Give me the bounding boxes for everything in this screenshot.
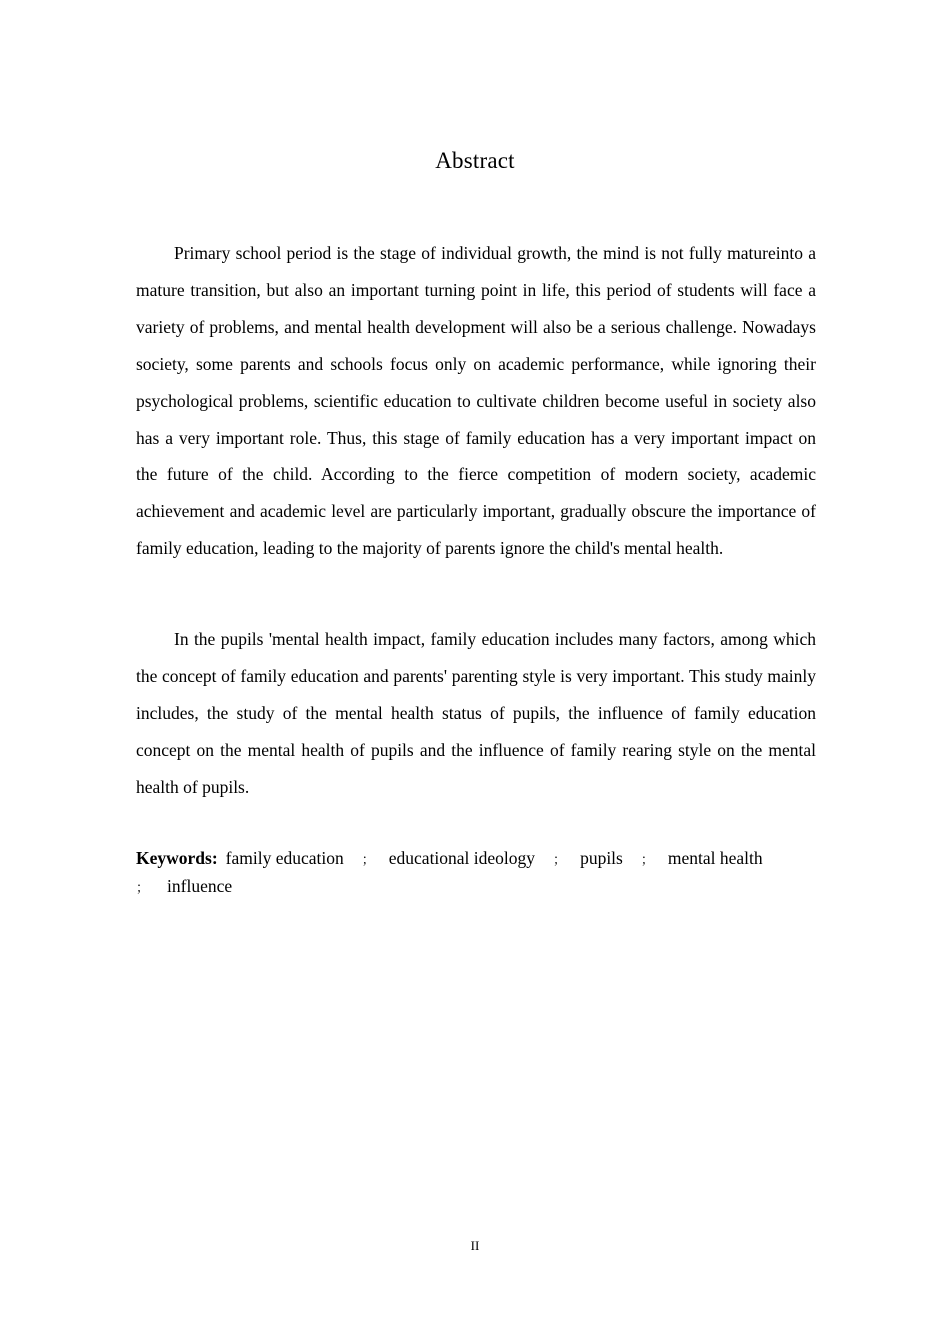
keyword-item: pupils — [580, 848, 623, 868]
keyword-item: educational ideology — [388, 848, 536, 868]
abstract-title: Abstract — [435, 148, 515, 173]
page-number: II — [470, 1238, 480, 1253]
keyword-separator: ； — [640, 851, 654, 867]
keyword-item: family education — [225, 848, 344, 868]
keyword-separator: ； — [553, 851, 567, 867]
keyword-separator: ； — [136, 879, 150, 895]
abstract-paragraph-1: Primary school period is the stage of individual growth, the mind is not fully matureinto a mature transition, but also an important turning point in life, this period of students will face a variety of problems, and mental health development will also be a serious challenge. Nowadays society, some parents and schools focus only on academic performance, while ignoring their psychological problems, scientific education to cultivate children become useful in society also has a very important role. Thus, this stage of family education has a very important impact on the future of the child. According to the fierce competition of modern society, academic achievement and academic level are particularly important, gradually obscure the importance of family education, leading to the majority of parents ignore the child's mental health. — [136, 243, 816, 559]
keyword-item: mental health — [667, 848, 763, 868]
abstract-paragraph-2: In the pupils 'mental health impact, family education includes many factors, among which the concept of family education and parents' parenting style is very important. This study mainly includes, the study of the mental health status of pupils, the influence of family education concept on the mental health of pupils and the influence of family rearing style on the mental health of pupils. — [136, 629, 816, 797]
keywords-label: Keywords: — [136, 848, 218, 868]
keywords-line-2 — [136, 873, 816, 901]
keyword-item: influence — [167, 875, 233, 896]
keywords-section — [136, 845, 816, 901]
keyword-separator: ； — [361, 851, 375, 867]
